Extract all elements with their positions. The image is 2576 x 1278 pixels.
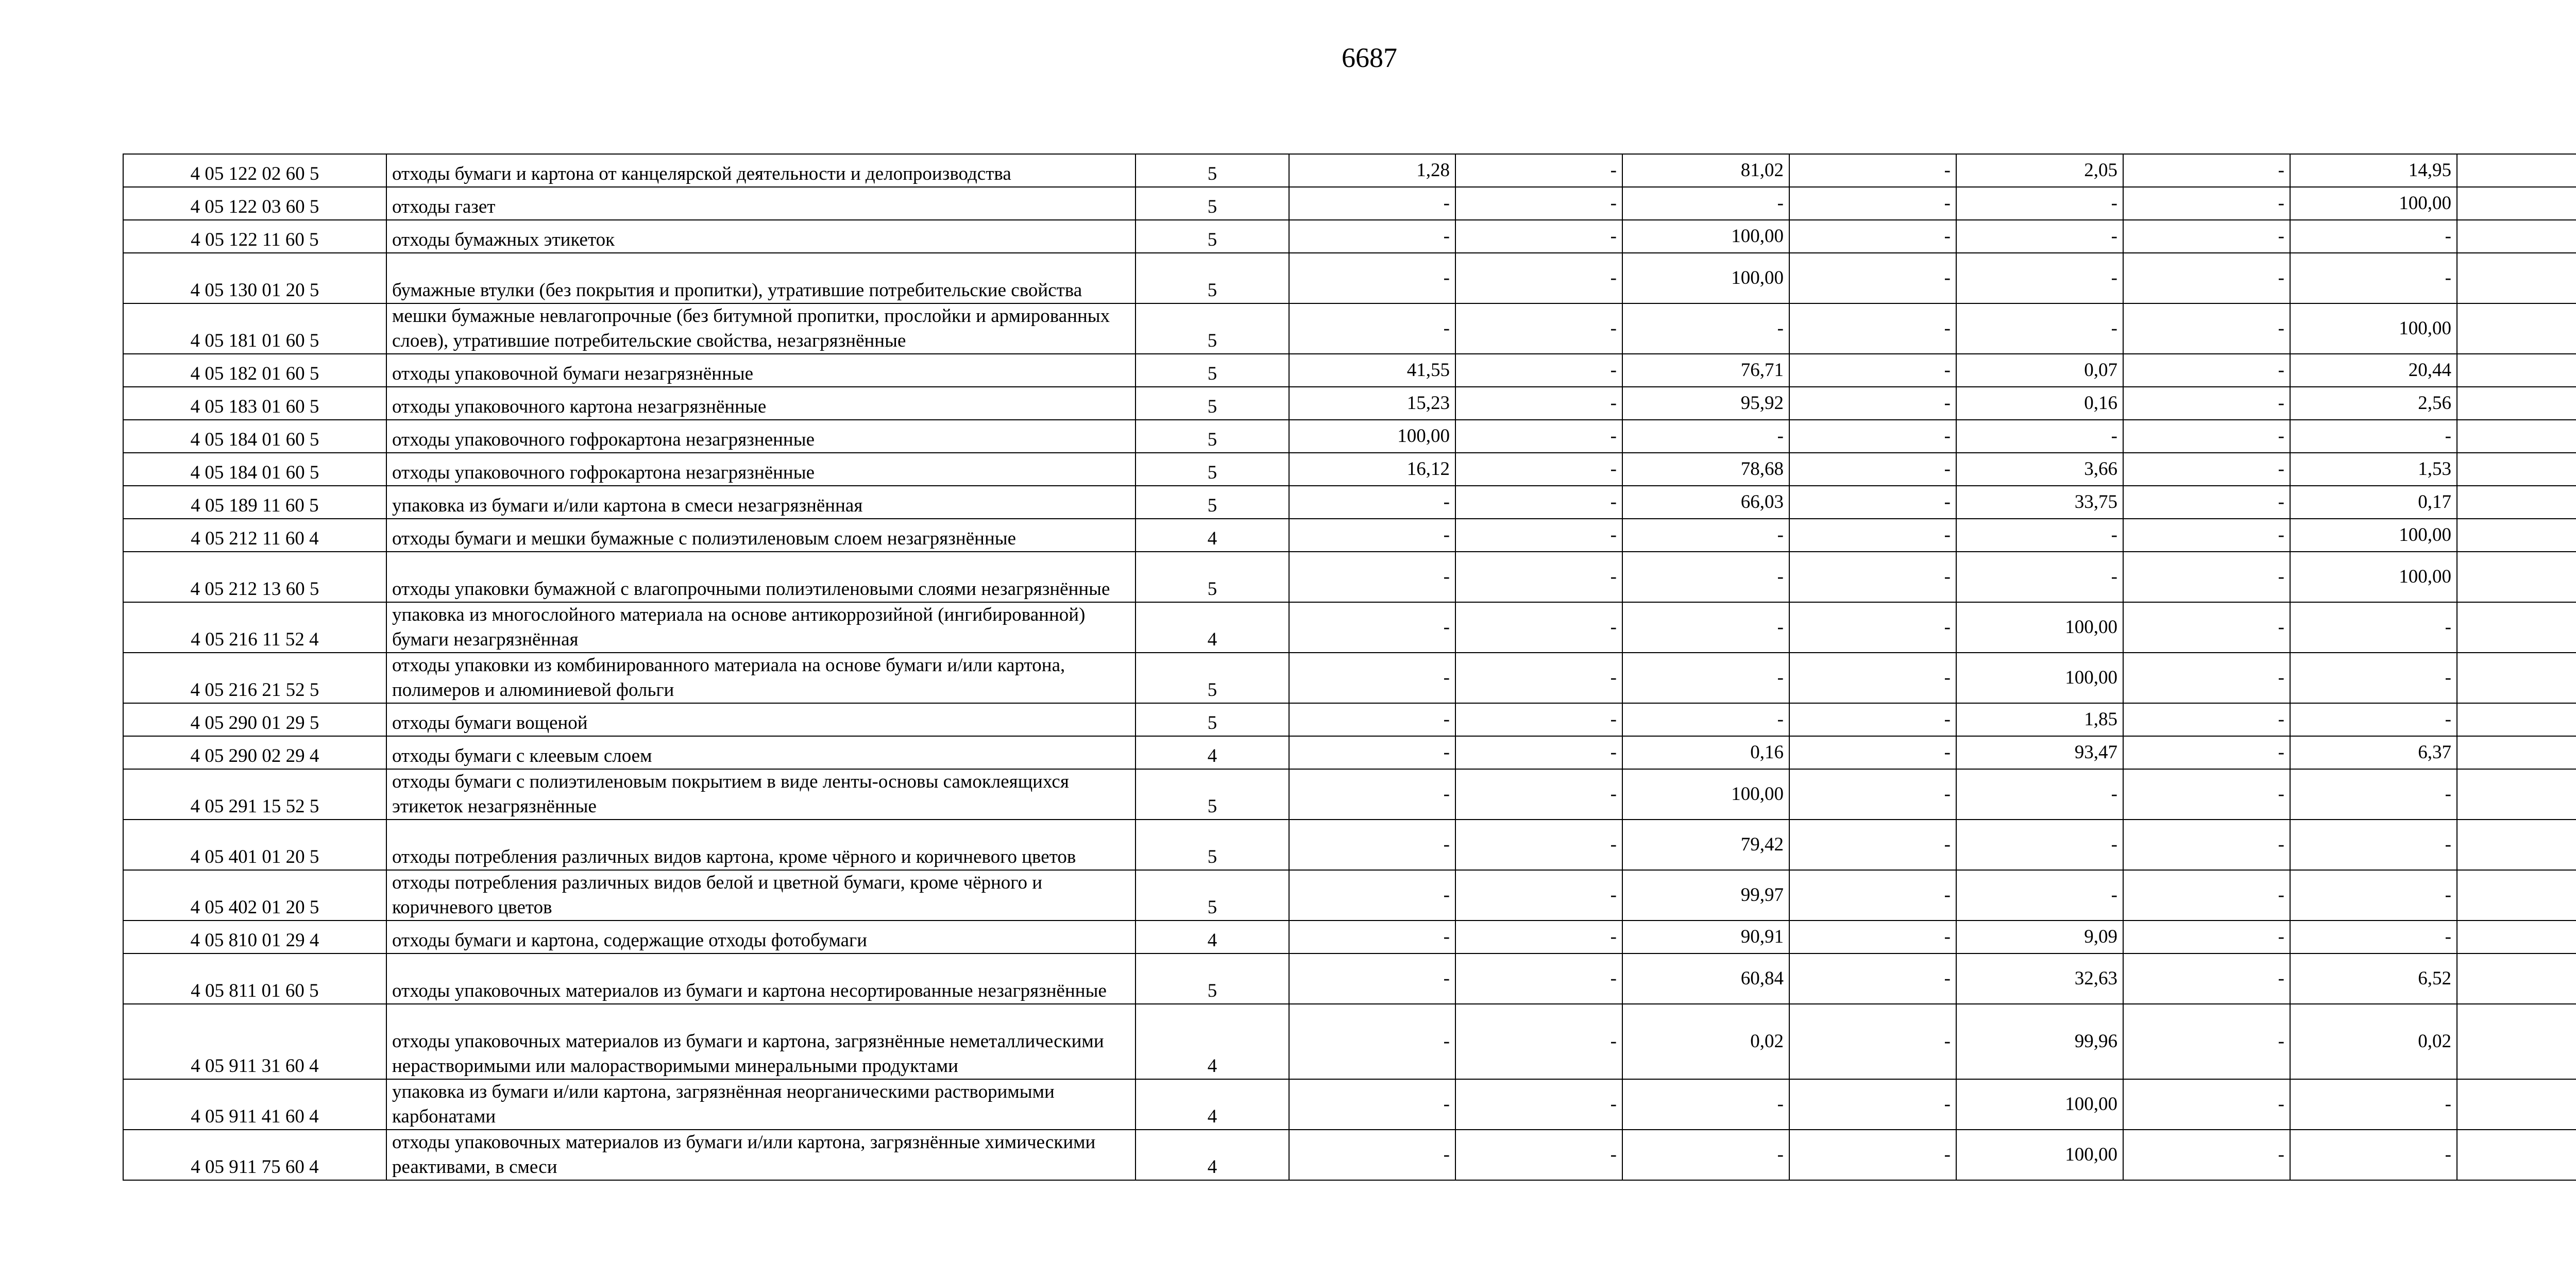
waste-name-cell: упаковка из бумаги и/или картона в смеси незагрязнённая bbox=[386, 486, 1136, 519]
value-cell: - bbox=[1455, 519, 1622, 552]
hazard-class-cell: 5 bbox=[1136, 187, 1289, 220]
value-cell bbox=[2457, 602, 2576, 653]
value-cell: - bbox=[1455, 602, 1622, 653]
table-row bbox=[123, 253, 2576, 303]
value-cell: 95,92 bbox=[1622, 387, 1789, 420]
value-cell bbox=[2457, 154, 2576, 187]
value-cell: - bbox=[1789, 736, 1956, 769]
table-row bbox=[123, 354, 2576, 387]
value-cell: - bbox=[1956, 552, 2123, 602]
value-cell: - bbox=[1956, 253, 2123, 303]
table-row bbox=[123, 653, 2576, 703]
value-cell: - bbox=[1289, 303, 1455, 354]
waste-name-cell: мешки бумажные невлагопрочные (без битумной пропитки, прослойки и армированных слоев), утратившие потребительские свойства, незагрязнённые bbox=[386, 303, 1136, 354]
value-cell: 100,00 bbox=[1289, 420, 1455, 453]
value-cell: - bbox=[2123, 519, 2290, 552]
value-cell: 100,00 bbox=[1956, 602, 2123, 653]
value-cell: - bbox=[1789, 187, 1956, 220]
waste-name-cell: отходы упаковки бумажной с влагопрочными полиэтиленовыми слоями незагрязнённые bbox=[386, 552, 1136, 602]
waste-name-cell: отходы бумаги с полиэтиленовым покрытием в виде ленты-основы самоклеящихся этикеток незагрязнённые bbox=[386, 769, 1136, 820]
table-row bbox=[123, 303, 2576, 354]
value-cell: - bbox=[1789, 769, 1956, 820]
value-cell: - bbox=[1789, 1004, 1956, 1079]
waste-code-cell: 4 05 122 02 60 5 bbox=[123, 154, 386, 187]
table-row bbox=[123, 870, 2576, 921]
value-cell: - bbox=[1455, 220, 1622, 253]
waste-name-cell: отходы бумаги и картона от канцелярской деятельности и делопроизводства bbox=[386, 154, 1136, 187]
value-cell: 0,16 bbox=[1956, 387, 2123, 420]
value-cell: - bbox=[2123, 387, 2290, 420]
value-cell: - bbox=[1789, 1079, 1956, 1130]
waste-name-cell: отходы упаковки из комбинированного материала на основе бумаги и/или картона, полимеров и алюминиевой фольги bbox=[386, 653, 1136, 703]
value-cell: 60,84 bbox=[1622, 953, 1789, 1004]
waste-name-cell: отходы потребления различных видов картона, кроме чёрного и коричневого цветов bbox=[386, 820, 1136, 870]
table-row bbox=[123, 1004, 2576, 1079]
value-cell: - bbox=[1455, 870, 1622, 921]
value-cell: 6,37 bbox=[2290, 736, 2457, 769]
value-cell bbox=[2457, 1130, 2576, 1180]
value-cell: - bbox=[1455, 921, 1622, 953]
value-cell: 1,53 bbox=[2290, 453, 2457, 486]
value-cell: 79,42 bbox=[1622, 820, 1789, 870]
hazard-class-cell: 5 bbox=[1136, 703, 1289, 736]
waste-name-cell: отходы бумаги вощеной bbox=[386, 703, 1136, 736]
value-cell: - bbox=[2123, 953, 2290, 1004]
waste-name-cell: отходы бумаги и мешки бумажные с полиэтиленовым слоем незагрязнённые bbox=[386, 519, 1136, 552]
hazard-class-cell: 4 bbox=[1136, 1004, 1289, 1079]
value-cell: - bbox=[1622, 187, 1789, 220]
value-cell: 100,00 bbox=[1622, 253, 1789, 303]
value-cell: - bbox=[2123, 703, 2290, 736]
value-cell: 100,00 bbox=[2290, 303, 2457, 354]
value-cell: - bbox=[2290, 253, 2457, 303]
value-cell: - bbox=[1289, 953, 1455, 1004]
value-cell: - bbox=[1956, 820, 2123, 870]
value-cell bbox=[2457, 420, 2576, 453]
waste-name-cell: отходы упаковочных материалов из бумаги и картона, загрязнённые неметаллическими нерастворимыми или малорастворимыми минеральными продуктами bbox=[386, 1004, 1136, 1079]
value-cell: - bbox=[1289, 519, 1455, 552]
value-cell: - bbox=[2290, 1079, 2457, 1130]
value-cell bbox=[2457, 552, 2576, 602]
value-cell: - bbox=[1622, 303, 1789, 354]
value-cell: - bbox=[1455, 736, 1622, 769]
waste-code-cell: 4 05 911 31 60 4 bbox=[123, 1004, 386, 1079]
value-cell: - bbox=[2290, 653, 2457, 703]
value-cell: - bbox=[2290, 703, 2457, 736]
waste-name-cell: отходы бумажных этикеток bbox=[386, 220, 1136, 253]
value-cell: 81,02 bbox=[1622, 154, 1789, 187]
value-cell: - bbox=[1789, 253, 1956, 303]
value-cell: - bbox=[1455, 187, 1622, 220]
waste-code-cell: 4 05 401 01 20 5 bbox=[123, 820, 386, 870]
value-cell: - bbox=[1289, 602, 1455, 653]
waste-name-cell: отходы потребления различных видов белой и цветной бумаги, кроме чёрного и коричневого цветов bbox=[386, 870, 1136, 921]
value-cell: 100,00 bbox=[1622, 220, 1789, 253]
value-cell: - bbox=[1289, 921, 1455, 953]
value-cell: 100,00 bbox=[1956, 653, 2123, 703]
value-cell: - bbox=[1455, 420, 1622, 453]
value-cell: - bbox=[1289, 820, 1455, 870]
page-number: 6687 bbox=[1342, 42, 1397, 73]
value-cell: 33,75 bbox=[1956, 486, 2123, 519]
value-cell: - bbox=[1622, 420, 1789, 453]
table-row bbox=[123, 519, 2576, 552]
value-cell: 100,00 bbox=[1622, 769, 1789, 820]
value-cell: - bbox=[1789, 220, 1956, 253]
waste-name-cell: отходы газет bbox=[386, 187, 1136, 220]
hazard-class-cell: 5 bbox=[1136, 154, 1289, 187]
value-cell: 6,52 bbox=[2290, 953, 2457, 1004]
waste-code-cell: 4 05 216 11 52 4 bbox=[123, 602, 386, 653]
value-cell bbox=[2457, 870, 2576, 921]
value-cell bbox=[2457, 769, 2576, 820]
hazard-class-cell: 5 bbox=[1136, 354, 1289, 387]
value-cell bbox=[2457, 453, 2576, 486]
waste-code-cell: 4 05 291 15 52 5 bbox=[123, 769, 386, 820]
value-cell: 1,85 bbox=[1956, 703, 2123, 736]
value-cell: - bbox=[1289, 653, 1455, 703]
waste-name-cell: упаковка из бумаги и/или картона, загрязнённая неорганическими растворимыми карбонатами bbox=[386, 1079, 1136, 1130]
value-cell: 100,00 bbox=[2290, 552, 2457, 602]
value-cell: - bbox=[1455, 303, 1622, 354]
value-cell bbox=[2457, 387, 2576, 420]
value-cell: 0,16 bbox=[1622, 736, 1789, 769]
waste-code-cell: 4 05 212 13 60 5 bbox=[123, 552, 386, 602]
waste-code-cell: 4 05 212 11 60 4 bbox=[123, 519, 386, 552]
value-cell: - bbox=[2123, 736, 2290, 769]
waste-name-cell: отходы упаковочных материалов из бумаги и/или картона, загрязнённые химическими реактивами, в смеси bbox=[386, 1130, 1136, 1180]
hazard-class-cell: 5 bbox=[1136, 453, 1289, 486]
value-cell bbox=[2457, 1079, 2576, 1130]
waste-code-cell: 4 05 811 01 60 5 bbox=[123, 953, 386, 1004]
value-cell: - bbox=[1789, 519, 1956, 552]
value-cell bbox=[2457, 253, 2576, 303]
hazard-class-cell: 4 bbox=[1136, 1130, 1289, 1180]
table-row bbox=[123, 387, 2576, 420]
value-cell: - bbox=[1455, 769, 1622, 820]
value-cell: - bbox=[1289, 1079, 1455, 1130]
value-cell: 100,00 bbox=[2290, 519, 2457, 552]
table-row bbox=[123, 220, 2576, 253]
table-row bbox=[123, 736, 2576, 769]
value-cell: - bbox=[2123, 1004, 2290, 1079]
table-row bbox=[123, 1130, 2576, 1180]
value-cell: 93,47 bbox=[1956, 736, 2123, 769]
waste-name-cell: упаковка из многослойного материала на основе антикоррозийной (ингибированной) бумаги незагрязнённая bbox=[386, 602, 1136, 653]
waste-name-cell: отходы упаковочного гофрокартона незагрязнённые bbox=[386, 453, 1136, 486]
waste-code-cell: 4 05 181 01 60 5 bbox=[123, 303, 386, 354]
value-cell: - bbox=[2123, 653, 2290, 703]
value-cell: - bbox=[1455, 486, 1622, 519]
value-cell: - bbox=[1789, 820, 1956, 870]
value-cell bbox=[2457, 220, 2576, 253]
value-cell: - bbox=[1956, 220, 2123, 253]
value-cell bbox=[2457, 187, 2576, 220]
value-cell: 100,00 bbox=[2290, 187, 2457, 220]
table-row bbox=[123, 453, 2576, 486]
value-cell: - bbox=[1289, 187, 1455, 220]
value-cell: - bbox=[1622, 1130, 1789, 1180]
value-cell: 20,44 bbox=[2290, 354, 2457, 387]
value-cell: - bbox=[1289, 769, 1455, 820]
value-cell: - bbox=[1289, 736, 1455, 769]
value-cell: - bbox=[2123, 870, 2290, 921]
value-cell: - bbox=[2123, 303, 2290, 354]
value-cell: 90,91 bbox=[1622, 921, 1789, 953]
value-cell: - bbox=[2123, 187, 2290, 220]
waste-name-cell: отходы упаковочной бумаги незагрязнённые bbox=[386, 354, 1136, 387]
hazard-class-cell: 5 bbox=[1136, 420, 1289, 453]
waste-code-cell: 4 05 122 11 60 5 bbox=[123, 220, 386, 253]
value-cell: - bbox=[1289, 253, 1455, 303]
hazard-class-cell: 5 bbox=[1136, 220, 1289, 253]
value-cell: - bbox=[1455, 154, 1622, 187]
value-cell: - bbox=[2123, 354, 2290, 387]
value-cell: - bbox=[1289, 220, 1455, 253]
value-cell: - bbox=[1789, 653, 1956, 703]
value-cell: - bbox=[2123, 820, 2290, 870]
value-cell: - bbox=[1789, 420, 1956, 453]
value-cell bbox=[2457, 519, 2576, 552]
hazard-class-cell: 5 bbox=[1136, 486, 1289, 519]
value-cell: - bbox=[1789, 552, 1956, 602]
value-cell: - bbox=[1789, 953, 1956, 1004]
value-cell: - bbox=[1289, 1004, 1455, 1079]
value-cell: 66,03 bbox=[1622, 486, 1789, 519]
value-cell: 99,97 bbox=[1622, 870, 1789, 921]
value-cell: - bbox=[2290, 820, 2457, 870]
value-cell: - bbox=[2123, 220, 2290, 253]
value-cell: 1,28 bbox=[1289, 154, 1455, 187]
waste-code-cell: 4 05 810 01 29 4 bbox=[123, 921, 386, 953]
value-cell: - bbox=[2123, 453, 2290, 486]
value-cell: - bbox=[1289, 870, 1455, 921]
value-cell: - bbox=[2290, 602, 2457, 653]
value-cell: 15,23 bbox=[1289, 387, 1455, 420]
table-row bbox=[123, 154, 2576, 187]
value-cell: - bbox=[1289, 552, 1455, 602]
table-row bbox=[123, 921, 2576, 953]
value-cell: 78,68 bbox=[1622, 453, 1789, 486]
value-cell: - bbox=[1789, 303, 1956, 354]
hazard-class-cell: 4 bbox=[1136, 602, 1289, 653]
table-row bbox=[123, 703, 2576, 736]
hazard-class-cell: 5 bbox=[1136, 870, 1289, 921]
value-cell: - bbox=[1622, 703, 1789, 736]
value-cell bbox=[2457, 354, 2576, 387]
value-cell: - bbox=[1289, 486, 1455, 519]
waste-name-cell: отходы бумаги и картона, содержащие отходы фотобумаги bbox=[386, 921, 1136, 953]
value-cell: - bbox=[2123, 253, 2290, 303]
value-cell: 0,02 bbox=[1622, 1004, 1789, 1079]
table-row bbox=[123, 953, 2576, 1004]
value-cell: 0,17 bbox=[2290, 486, 2457, 519]
value-cell: - bbox=[1789, 870, 1956, 921]
hazard-class-cell: 5 bbox=[1136, 552, 1289, 602]
value-cell bbox=[2457, 820, 2576, 870]
value-cell: - bbox=[1455, 253, 1622, 303]
table-row bbox=[123, 187, 2576, 220]
hazard-class-cell: 5 bbox=[1136, 653, 1289, 703]
waste-name-cell: бумажные втулки (без покрытия и пропитки), утратившие потребительские свойства bbox=[386, 253, 1136, 303]
value-cell: 76,71 bbox=[1622, 354, 1789, 387]
table-row bbox=[123, 486, 2576, 519]
value-cell: - bbox=[2290, 921, 2457, 953]
waste-code-cell: 4 05 130 01 20 5 bbox=[123, 253, 386, 303]
value-cell: 2,05 bbox=[1956, 154, 2123, 187]
value-cell: - bbox=[2290, 769, 2457, 820]
value-cell: 9,09 bbox=[1956, 921, 2123, 953]
value-cell bbox=[2457, 303, 2576, 354]
waste-code-cell: 4 05 911 41 60 4 bbox=[123, 1079, 386, 1130]
hazard-class-cell: 5 bbox=[1136, 820, 1289, 870]
value-cell: 2,56 bbox=[2290, 387, 2457, 420]
value-cell: - bbox=[1455, 1004, 1622, 1079]
value-cell: 14,95 bbox=[2290, 154, 2457, 187]
value-cell: - bbox=[1622, 552, 1789, 602]
value-cell: - bbox=[2123, 769, 2290, 820]
waste-code-cell: 4 05 290 02 29 4 bbox=[123, 736, 386, 769]
hazard-class-cell: 5 bbox=[1136, 303, 1289, 354]
waste-name-cell: отходы упаковочных материалов из бумаги и картона несортированные незагрязнённые bbox=[386, 953, 1136, 1004]
table-row bbox=[123, 769, 2576, 820]
value-cell: - bbox=[1289, 703, 1455, 736]
value-cell: 0,07 bbox=[1956, 354, 2123, 387]
waste-composition-table bbox=[123, 154, 2576, 1181]
table-row bbox=[123, 420, 2576, 453]
value-cell: - bbox=[2123, 420, 2290, 453]
value-cell: - bbox=[1455, 703, 1622, 736]
value-cell bbox=[2457, 921, 2576, 953]
waste-code-cell: 4 05 184 01 60 5 bbox=[123, 420, 386, 453]
value-cell: - bbox=[1789, 387, 1956, 420]
waste-code-cell: 4 05 184 01 60 5 bbox=[123, 453, 386, 486]
value-cell: 32,63 bbox=[1956, 953, 2123, 1004]
value-cell: - bbox=[2290, 1130, 2457, 1180]
waste-code-cell: 4 05 216 21 52 5 bbox=[123, 653, 386, 703]
value-cell bbox=[2457, 653, 2576, 703]
value-cell: - bbox=[1455, 1079, 1622, 1130]
waste-code-cell: 4 05 183 01 60 5 bbox=[123, 387, 386, 420]
value-cell: - bbox=[1455, 354, 1622, 387]
value-cell: - bbox=[1789, 453, 1956, 486]
waste-code-cell: 4 05 911 75 60 4 bbox=[123, 1130, 386, 1180]
waste-code-cell: 4 05 122 03 60 5 bbox=[123, 187, 386, 220]
value-cell: 100,00 bbox=[1956, 1079, 2123, 1130]
waste-name-cell: отходы упаковочного картона незагрязнённые bbox=[386, 387, 1136, 420]
value-cell: - bbox=[1622, 602, 1789, 653]
value-cell: - bbox=[1289, 1130, 1455, 1180]
value-cell: - bbox=[1956, 519, 2123, 552]
value-cell: - bbox=[1455, 820, 1622, 870]
value-cell: - bbox=[2123, 921, 2290, 953]
value-cell: - bbox=[2290, 870, 2457, 921]
table-row bbox=[123, 602, 2576, 653]
value-cell: - bbox=[1455, 387, 1622, 420]
hazard-class-cell: 5 bbox=[1136, 253, 1289, 303]
value-cell: - bbox=[1789, 486, 1956, 519]
value-cell: - bbox=[1622, 1079, 1789, 1130]
value-cell: 0,02 bbox=[2290, 1004, 2457, 1079]
value-cell: - bbox=[1455, 953, 1622, 1004]
hazard-class-cell: 5 bbox=[1136, 387, 1289, 420]
hazard-class-cell: 4 bbox=[1136, 736, 1289, 769]
value-cell: 100,00 bbox=[1956, 1130, 2123, 1180]
value-cell: - bbox=[1789, 154, 1956, 187]
table-row bbox=[123, 820, 2576, 870]
waste-code-cell: 4 05 182 01 60 5 bbox=[123, 354, 386, 387]
hazard-class-cell: 4 bbox=[1136, 921, 1289, 953]
value-cell: - bbox=[1956, 420, 2123, 453]
value-cell: - bbox=[1622, 519, 1789, 552]
value-cell: - bbox=[1956, 870, 2123, 921]
value-cell bbox=[2457, 736, 2576, 769]
value-cell: 99,96 bbox=[1956, 1004, 2123, 1079]
table-row bbox=[123, 1079, 2576, 1130]
value-cell: - bbox=[1622, 653, 1789, 703]
value-cell: - bbox=[2123, 486, 2290, 519]
value-cell: 41,55 bbox=[1289, 354, 1455, 387]
value-cell: - bbox=[1956, 187, 2123, 220]
value-cell: - bbox=[2290, 420, 2457, 453]
value-cell: - bbox=[1789, 354, 1956, 387]
value-cell: - bbox=[1789, 1130, 1956, 1180]
value-cell: - bbox=[2290, 220, 2457, 253]
value-cell: - bbox=[1455, 653, 1622, 703]
value-cell: 16,12 bbox=[1289, 453, 1455, 486]
waste-name-cell: отходы упаковочного гофрокартона незагрязненные bbox=[386, 420, 1136, 453]
value-cell: - bbox=[1455, 552, 1622, 602]
value-cell: - bbox=[1789, 703, 1956, 736]
value-cell bbox=[2457, 486, 2576, 519]
value-cell: - bbox=[1956, 769, 2123, 820]
table-row bbox=[123, 552, 2576, 602]
value-cell: - bbox=[2123, 154, 2290, 187]
waste-name-cell: отходы бумаги с клеевым слоем bbox=[386, 736, 1136, 769]
value-cell bbox=[2457, 703, 2576, 736]
value-cell: - bbox=[1455, 453, 1622, 486]
hazard-class-cell: 5 bbox=[1136, 769, 1289, 820]
value-cell: - bbox=[2123, 1130, 2290, 1180]
value-cell: - bbox=[2123, 1079, 2290, 1130]
hazard-class-cell: 5 bbox=[1136, 953, 1289, 1004]
value-cell: - bbox=[2123, 552, 2290, 602]
hazard-class-cell: 4 bbox=[1136, 1079, 1289, 1130]
value-cell: - bbox=[2123, 602, 2290, 653]
waste-code-cell: 4 05 189 11 60 5 bbox=[123, 486, 386, 519]
waste-code-cell: 4 05 290 01 29 5 bbox=[123, 703, 386, 736]
value-cell: - bbox=[1956, 303, 2123, 354]
value-cell: 3,66 bbox=[1956, 453, 2123, 486]
value-cell: - bbox=[1789, 921, 1956, 953]
hazard-class-cell: 4 bbox=[1136, 519, 1289, 552]
value-cell: - bbox=[1789, 602, 1956, 653]
value-cell: - bbox=[1455, 1130, 1622, 1180]
value-cell bbox=[2457, 953, 2576, 1004]
value-cell bbox=[2457, 1004, 2576, 1079]
waste-code-cell: 4 05 402 01 20 5 bbox=[123, 870, 386, 921]
